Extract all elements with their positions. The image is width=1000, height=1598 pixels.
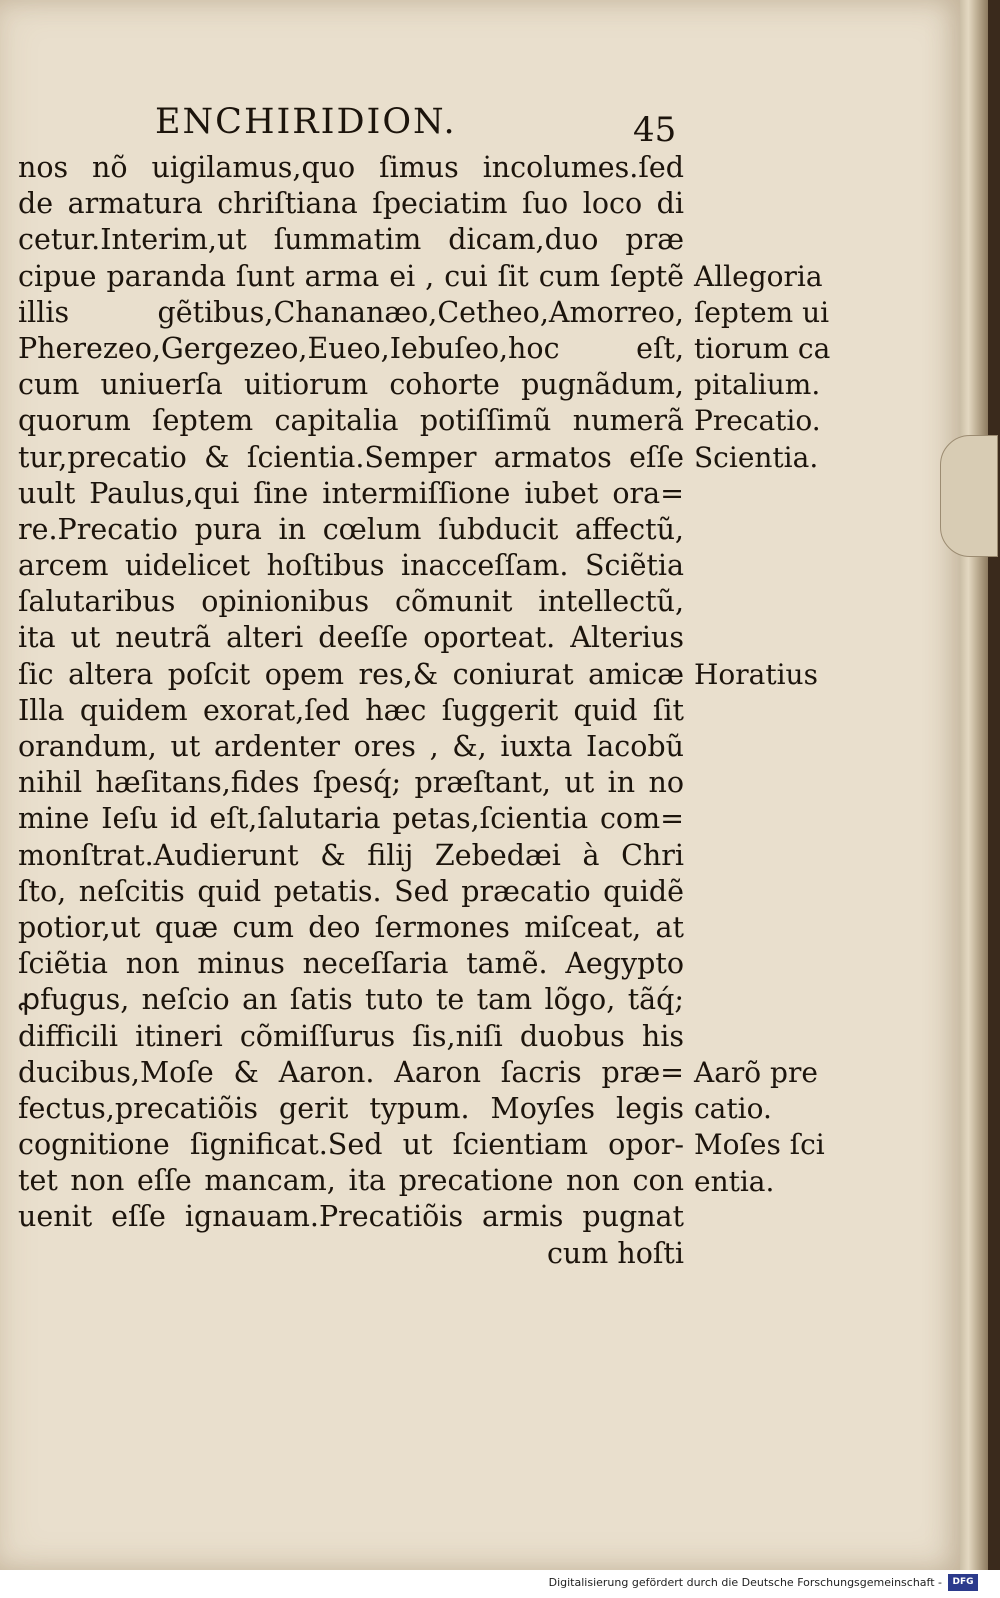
text-line: ſto, neſcitis quid petatis. Sed præcatio quidẽ bbox=[18, 874, 684, 908]
running-head: ENCHIRIDION. bbox=[155, 102, 457, 142]
text-line: tet non eſſe mancam, ita precatione non con bbox=[18, 1164, 684, 1198]
text-line: quorum ſeptem capitalia potiſſimũ numerã bbox=[18, 404, 684, 438]
margin-note-line: Scientia. bbox=[694, 440, 819, 474]
margin-note bbox=[694, 1127, 864, 1199]
margin-note bbox=[694, 1055, 864, 1127]
text-line: ita ut neutrã alteri deeſſe oporteat. Alterius bbox=[18, 621, 684, 655]
margin-note-line: pitalium. bbox=[694, 368, 821, 402]
margin-note bbox=[694, 259, 864, 404]
text-line: tur,precatio & ſcientia.Semper armatos eſſe bbox=[18, 440, 684, 474]
margin-note bbox=[694, 440, 864, 476]
margin-note-line: tiorum ca bbox=[694, 331, 831, 365]
margin-note-line: Moſes ſci bbox=[694, 1128, 825, 1162]
text-line: uenit eſſe ignauam.Precatiõis armis pugnat bbox=[18, 1200, 684, 1234]
text-line: ducibus,Moſe & Aaron. Aaron ſacris præ= bbox=[18, 1055, 684, 1089]
margin-note-line: entia. bbox=[694, 1164, 775, 1198]
text-line: monſtrat.Audierunt & filij Zebedæi à Chri bbox=[18, 838, 684, 872]
text-line: difficili itineri cõmiſſurus ſis,niſi duobus his bbox=[18, 1019, 684, 1053]
margin-note bbox=[694, 657, 864, 693]
book-clasp bbox=[940, 435, 998, 557]
text-line: arcem uidelicet hoſtibus inacceſſam. Sciẽtia bbox=[18, 549, 684, 583]
text-line: ꝓfugus, neſcio an ſatis tuto te tam lõgo, tãq́; bbox=[18, 983, 684, 1017]
text-line: de armatura chriſtiana ſpeciatim ſuo loco di bbox=[18, 187, 684, 221]
margin-note-line: Aarõ pre bbox=[694, 1056, 818, 1089]
text-line: ſic altera poſcit opem res,& coniurat amicæ bbox=[18, 657, 684, 691]
text-line: Illa quidem exorat,ſed hæc ſuggerit quid ſit bbox=[18, 693, 684, 727]
margin-note-line: catio. bbox=[694, 1092, 772, 1126]
text-line: re.Precatio pura in cœlum ſubducit affectũ, bbox=[18, 512, 684, 546]
margin-note-line: Horatius bbox=[694, 657, 818, 691]
text-line: fectus,precatiõis gerit typum. Moyſes legis bbox=[18, 1091, 684, 1125]
text-line: cum uniuerſa uitiorum cohorte pugnãdum, bbox=[18, 368, 684, 402]
text-line: orandum, ut ardenter ores , &, iuxta Iacobũ bbox=[18, 730, 684, 763]
text-line: ſciẽtia non minus neceſſaria tamẽ. Aegypto bbox=[18, 947, 684, 981]
text-line: uult Paulus,qui ſine intermiſſione iubet ora= bbox=[18, 476, 684, 510]
footer-bar bbox=[0, 1570, 1000, 1598]
text-line: nihil hæſitans,fides ſpesq́; præſtant, ut in no bbox=[18, 766, 684, 800]
text-line: cipue paranda ſunt arma ei , cui ſit cum ſeptẽ bbox=[18, 259, 684, 293]
margin-note-line: ſeptem ui bbox=[694, 295, 830, 329]
text-line: ſalutaribus opinionibus cõmunit intellectũ, bbox=[18, 585, 684, 619]
text-line: cognitione ſignificat.Sed ut ſcientiam opor- bbox=[18, 1128, 684, 1162]
text-line: Pherezeo,Gergezeo,Eueo,Iebuſeo,hoc eſt, bbox=[18, 331, 684, 365]
text-line: mine Ieſu id eſt,ſalutaria petas,ſcientia com= bbox=[18, 802, 684, 836]
margin-note bbox=[694, 403, 864, 439]
folio-number: 45 bbox=[633, 110, 677, 150]
text-line: potior,ut quæ cum deo ſermones miſceat, at bbox=[18, 910, 684, 944]
text-line: cum hoſti bbox=[546, 1236, 684, 1270]
dfg-logo-icon: DFG bbox=[948, 1574, 978, 1591]
page-header bbox=[155, 102, 695, 152]
digitization-credit: Digitalisierung gefördert durch die Deutsche Forschungsgemeinschaft - bbox=[548, 1576, 942, 1589]
page-edge bbox=[960, 0, 988, 1570]
main-text-block bbox=[18, 150, 684, 1272]
text-line: nos nõ uigilamus,quo ſimus incolumes.ſed bbox=[18, 151, 684, 184]
text-line: cetur.Interim,ut ſummatim dicam,duo præ bbox=[18, 223, 684, 257]
text-line: illis gẽtibus,Chananæo,Cetheo,Amorreo, bbox=[18, 295, 684, 329]
margin-note-line: Precatio. bbox=[694, 404, 821, 438]
margin-note-line: Allegoria bbox=[694, 259, 823, 293]
